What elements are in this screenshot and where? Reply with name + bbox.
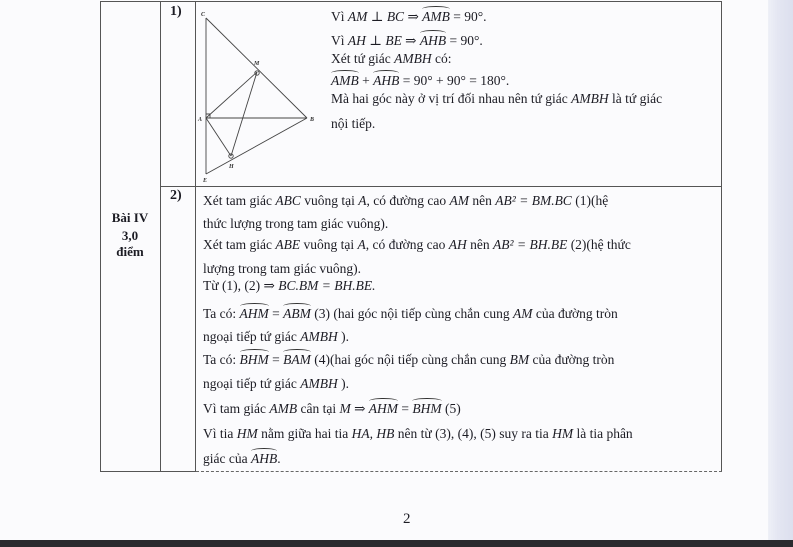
point-label-a: A [198, 117, 203, 123]
part1-line-4: AMB + AHB = 90° + 90° = 180°. [331, 73, 510, 88]
part1-line-1: Vì AM ⊥ BC ⇒ AMB = 90°. [331, 9, 487, 24]
page-number: 2 [403, 511, 411, 527]
point-label-b: B [310, 117, 315, 123]
section-score-unit: điểm [116, 244, 144, 259]
part1-line-6: nội tiếp. [331, 116, 376, 131]
section-title: Bài IV [111, 210, 149, 225]
part2-line-1: Xét tam giác ABC vuông tại A, có đường cao AM nên AB² = BM.BC (1)(hệ [203, 193, 609, 208]
part2-line-8: Ta có: BHM = BAM (4)(hai góc nội tiếp cùng chắn cung BM của đường tròn [203, 352, 615, 367]
part2-line-3: Xét tam giác ABE vuông tại A, có đường cao AH nên AB² = BH.BE (2)(hệ thức [203, 237, 631, 252]
part2-line-2: thức lượng trong tam giác vuông). [203, 216, 389, 231]
viewer-side-strip [768, 0, 793, 540]
geometry-figure [196, 2, 326, 184]
part2-line-6: Ta có: AHM = ABM (3) (hai góc nội tiếp cùng chắn cung AM của đường tròn [203, 306, 618, 321]
part1-line-5: Mà hai góc này ở vị trí đối nhau nên tứ giác AMBH là tứ giác [331, 91, 663, 106]
section-score: 3,0 [121, 228, 139, 243]
point-label-c: C [201, 12, 206, 18]
viewer-bottom-bar [0, 540, 793, 547]
table-bottom-border-dashed [196, 471, 722, 472]
part2-line-10: Vì tam giác AMB cân tại M ⇒ AHM = BHM (5) [203, 401, 461, 416]
point-label-e: E [203, 178, 208, 184]
figure-labels [197, 12, 314, 184]
point-label-h: H [229, 164, 234, 170]
table-col-divider-1 [160, 1, 161, 472]
part1-line-2: Vì AH ⊥ BE ⇒ AHB = 90°. [331, 33, 483, 48]
table-right-border [721, 1, 722, 472]
table-top-border [100, 1, 722, 2]
part2-line-9: ngoại tiếp tứ giác AMBH ). [203, 376, 350, 391]
part2-line-12: giác của AHB. [203, 451, 281, 466]
table-bottom-border-left [100, 471, 196, 472]
part2-line-7: ngoại tiếp tứ giác AMBH ). [203, 329, 350, 344]
part1-line-3: Xét tứ giác AMBH có: [331, 51, 452, 66]
part-2-number: 2) [170, 188, 182, 203]
part2-line-11: Vì tia HM nằm giữa hai tia HA, HB nên từ (3), (4), (5) suy ra tia HM là tia phân [203, 426, 633, 441]
part2-line-4: lượng trong tam giác vuông). [203, 261, 362, 276]
table-row-divider [160, 186, 722, 187]
part2-line-5: Từ (1), (2) ⇒ BC.BM = BH.BE. [203, 278, 376, 293]
part-1-number: 1) [170, 4, 182, 19]
point-label-m: M [254, 61, 260, 67]
